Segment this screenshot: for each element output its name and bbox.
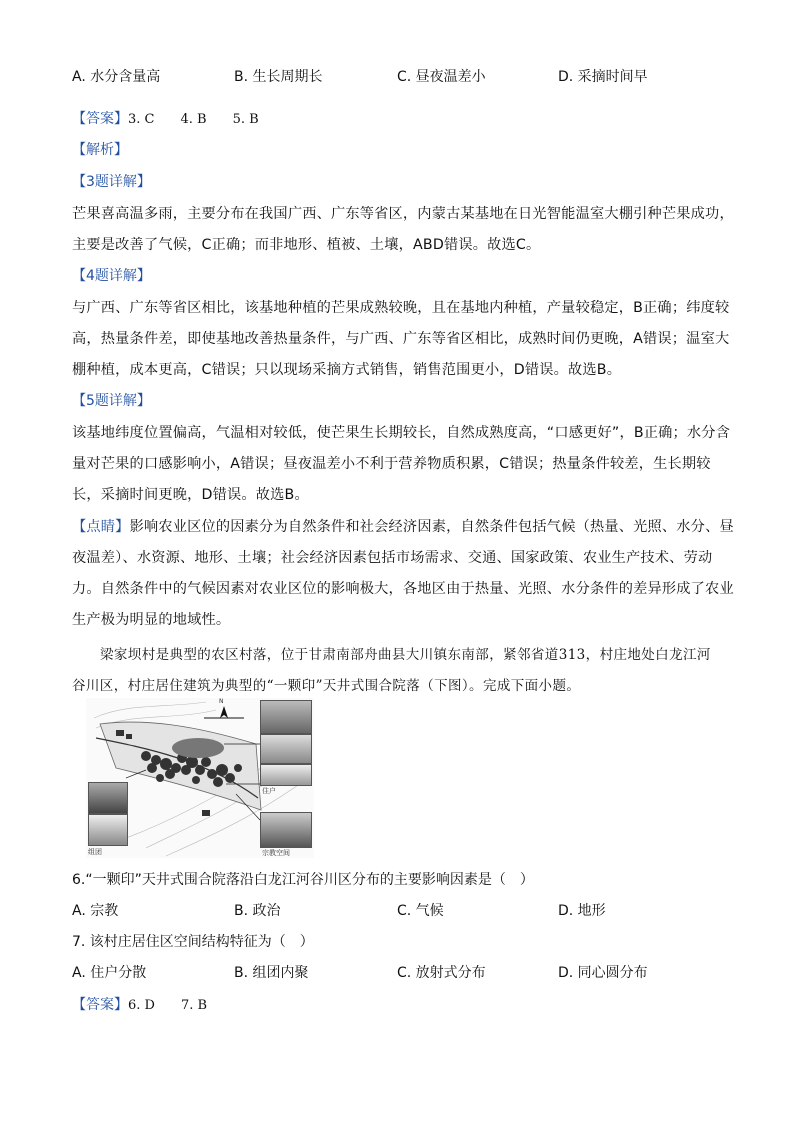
q7-option-d: D. 同心圆分布	[558, 965, 648, 981]
q6-option-b: B. 政治	[234, 903, 281, 919]
photo-cluster-1	[88, 782, 128, 814]
tip-line-4: 生产极为明显的地域性。	[72, 612, 231, 628]
highlight-cluster	[172, 738, 224, 758]
answer-tag: 【答案】	[72, 111, 128, 127]
q4-detail-tag: 【4题详解】	[72, 268, 151, 284]
q4-line-1: 与广西、广东等省区相比，该基地种植的芒果成熟较晚，且在基地内种植，产量较稳定，B正确；纬度较	[72, 300, 730, 316]
label-cluster: 组团	[88, 848, 102, 856]
q7-option-a: A. 住户分散	[72, 965, 147, 981]
option-d-prev: D. 采摘时间早	[558, 69, 648, 85]
analysis-tag: 【解析】	[72, 142, 128, 158]
small-building	[202, 810, 210, 816]
small-building	[126, 734, 132, 739]
tip-line-2: 夜温差）、水资源、地形、土壤；社会经济因素包括市场需求、交通、国家政策、农业生产技术、劳动	[72, 550, 713, 566]
small-building	[116, 730, 124, 736]
village-map-figure	[86, 698, 314, 858]
answer-6-7	[72, 994, 207, 1014]
north-label: N	[219, 698, 224, 705]
label-residence: 住户	[262, 787, 276, 795]
q6-option-d: D. 地形	[558, 903, 606, 919]
answer-tag-2: 【答案】	[72, 997, 128, 1013]
tip-line-1	[72, 516, 734, 536]
q4-line-3: 棚种植，成本更高，C错误；只以现场采摘方式销售，销售范围更小，D错误。故选B。	[72, 362, 622, 378]
stem-line-1: 梁家坝村是典型的农区村落，位于甘肃南部舟曲县大川镇东南部，紧邻省道313，村庄地处白龙江河	[100, 647, 711, 663]
label-religious: 宗教空间	[262, 849, 290, 857]
answer-text-2: 6. D 7. B	[128, 998, 208, 1013]
q5-line-2: 量对芒果的口感影响小，A错误；昼夜温差小不利于营养物质积累，C错误；热量条件较差，生长期较	[72, 456, 711, 472]
q7-option-b: B. 组团内聚	[234, 965, 309, 981]
q3-line-1: 芒果喜高温多雨，主要分布在我国广西、广东等省区，内蒙古某基地在日光智能温室大棚引种芒果成功，	[72, 206, 734, 222]
q6-option-c: C. 气候	[397, 903, 444, 919]
tip-tag: 【点睛】	[72, 519, 130, 535]
q4-line-2: 高，热量条件差，即使基地改善热量条件，与广西、广东等省区相比，成熟时间仍更晚，A错误；温室大	[72, 331, 730, 347]
option-c-prev: C. 昼夜温差小	[397, 69, 486, 85]
q5-detail-tag: 【5题详解】	[72, 393, 151, 409]
option-a-prev: A. 水分含量高	[72, 69, 161, 85]
answer-3-5	[72, 108, 259, 128]
q6-stem: 6.“一颗印”天井式围合院落沿白龙江河谷川区分布的主要影响因素是（ ）	[72, 872, 534, 888]
photo-residence-1	[260, 700, 312, 734]
q5-line-3: 长，采摘时间更晚，D错误。故选B。	[72, 487, 309, 503]
q6-option-a: A. 宗教	[72, 903, 119, 919]
tip-first: 影响农业区位的因素分为自然条件和社会经济因素，自然条件包括气候（热量、光照、水分、昼	[129, 519, 734, 535]
q5-line-1: 该基地纬度位置偏高，气温相对较低，使芒果生长期较长，自然成熟度高，“口感更好”，B正确；水分含	[72, 425, 731, 441]
q7-option-c: C. 放射式分布	[397, 965, 486, 981]
option-b-prev: B. 生长周期长	[234, 69, 323, 85]
q3-detail-tag: 【3题详解】	[72, 174, 151, 190]
photo-residence-2	[260, 734, 312, 764]
q7-stem: 7. 该村庄居住区空间结构特征为（ ）	[72, 934, 314, 950]
tip-line-3: 力。自然条件中的气候因素对农业区位的影响极大，各地区由于热量、光照、水分条件的差异形成了农业	[72, 581, 734, 597]
stem-line-2: 谷川区，村庄居住建筑为典型的“一颗印”天井式围合院落（下图）。完成下面小题。	[72, 678, 581, 694]
photo-cluster-2	[88, 814, 128, 846]
answer-text: 3. C 4. B 5. B	[128, 112, 259, 127]
photo-residence-3	[260, 764, 312, 786]
photo-religious	[260, 812, 312, 848]
q3-line-2: 主要是改善了气候，C正确；而非地形、植被、土壤，ABD错误。故选C。	[72, 237, 541, 253]
